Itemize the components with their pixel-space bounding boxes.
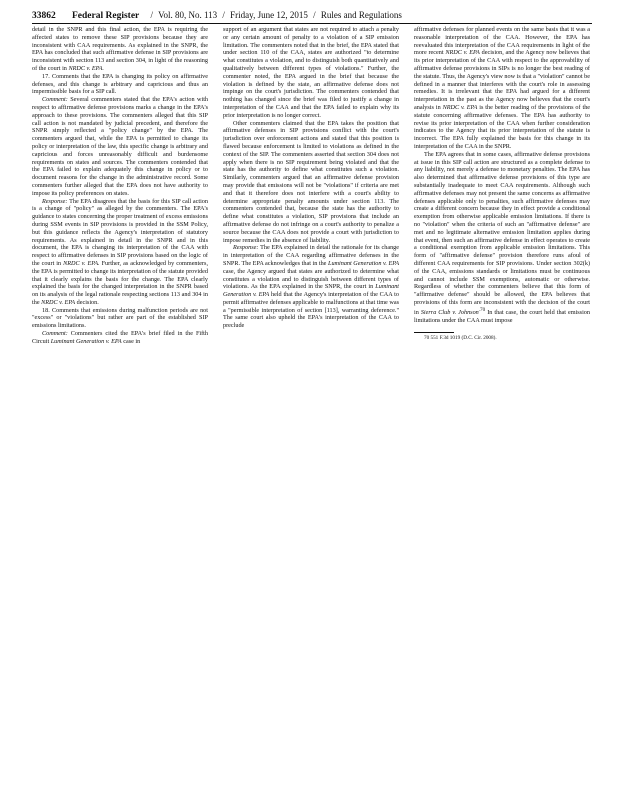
header-rule <box>32 23 592 24</box>
paragraph-text: Commenters cited the EPA's brief filed in the Fifth Circuit <box>32 330 208 345</box>
text-column-middle <box>223 26 399 786</box>
case-citation: Sierra Club v. Johnson <box>420 308 479 316</box>
header-separator: / <box>222 10 225 20</box>
comment-label: Comment: <box>42 330 68 338</box>
footnote-reference[interactable]: .70 <box>478 306 486 313</box>
footnote-rule <box>414 332 454 333</box>
section-name: Rules and Regulations <box>320 10 402 20</box>
paragraph-text: case in <box>123 337 141 345</box>
case-citation: NRDC v. EPA <box>442 103 478 111</box>
paragraph-text: decision, and the Agency now believes that its prior interpretation of the CAA with respect to the approvability of affirmative defense provisions in SIPs is no longer the best reading of the statute. Thus, the Agency's view now is that a "violation" cannot be defined in a manner that interferes with the court's role in assessing remedies. It is irrelevant that the EPA had argued for a different interpretation in the past as the Agency now believes that the court's analysis in <box>414 49 590 111</box>
volume-info: Vol. 80, No. 113 <box>158 10 218 20</box>
footnote: 70 551 F.3d 1019 (D.C. Cir. 2008). <box>424 335 497 342</box>
paragraph-text: decision. <box>76 298 99 306</box>
paragraph-text: The EPA disagrees that the basis for this SIP call action is a change of "policy" as alleged by the commenters. The EPA's guidance to states concerning the proper treatment of excess emissions during SSM events in SIP provisions is provided in the SSM Policy, but this guidance reflects the Agency's interpretation of statutory requirements. As explained in detail in the SNPR and in this document, the EPA is changing its interpretation of the CAA with respect to affirmative defenses in SIP provisions based on the logic of the court in <box>32 197 208 267</box>
paragraph-text: detail in the SNPR and this final action, the EPA is requiring the affected states to remove these SIP provisions because they are inconsistent with CAA requirements. As explained in the SNPR, the EPA has concluded that such affirmative defense in SIP provisions are inconsistent with section 113 and section 304, in light of the reasoning of the court in <box>32 26 208 72</box>
paragraph <box>32 26 208 73</box>
paragraph-text: case, the Agency argued that states are authorized to determine what constitutes a violation and to distinguish between different types of violations. As the EPA explained in the SNPR, the court in <box>223 267 399 291</box>
paragraph-text: Further, as acknowledged by commenters, the EPA is permitted to change its interpretation of the statute provided that it clearly explains the basis for the change. The EPA clearly explained the basis for the changed interpretation in the SNPR based on its analysis of the legal rationale respecting sections 113 and 304 in the <box>32 259 208 306</box>
case-citation: NRDC v. EPA <box>41 298 76 306</box>
response-label: Response: <box>42 197 68 205</box>
case-citation: NRDC v. EPA <box>445 49 480 57</box>
header-separator: / <box>150 10 154 20</box>
case-citation: NRDC v. EPA. <box>68 64 104 72</box>
paragraph-text: The EPA explained in detail the rationale for its change in interpretation of the CAA regarding affirmative defenses in the SNPR. The EPA acknowledges that in the <box>223 244 399 267</box>
comment-heading: 18. Comments that emissions during malfunction periods are not "excess" or "violations" but rather are part of the established SIP emissions limitations. <box>32 306 208 330</box>
text-column-left <box>32 26 208 786</box>
paragraph-text: In that case, the court held that emission limitations under the CAA must impose <box>414 308 590 324</box>
issue-date: Friday, June 12, 2015 <box>230 10 308 20</box>
paragraph-text: is the better reading of the provisions of the statute concerning affirmative defenses. The EPA has authority to revise its prior interpretation of the CAA when further consideration indicates to the Agency that its prior interpretation of the statute is incorrect. The EPA fully explained the basis for this change in its interpretation of the CAA in the SNPR. <box>414 103 590 150</box>
case-citation: Luminant Generation v. EPA <box>223 283 399 299</box>
paragraph-text: The EPA agrees that in some cases, affirmative defense provisions at issue in this SIP call action are structured as a complete defense to any liability, not merely a defense to monetary penalties. The EPA has also determined that affirmative defense provisions of this type are substantially inadequate to meet CAA requirements. Although such affirmative defenses may not present the same concerns as affirmative defenses applicable only to penalties, such affirmative defenses may create a different concern because they in effect provide a conditional exemption from otherwise applicable emission limitations. If there is no "violation" when the criteria of such an "affirmative defense" are met and no legitimate alternative emission limitation applies during that event, then such an affirmative defense in effect operates to create a conditional exemption from applicable emission limitations. This form of "affirmative defense" provision therefore runs afoul of different CAA requirements for SIP provisions. Under section 302(k) of the CAA, emissions standards or limitations must be continuous and cannot include SSM exemptions, automatic or otherwise. Regardless of whether the commenters believe that this form of "affirmative defense" should be allowed, the EPA believes that provisions of this form are inconsistent with the decision of the court in <box>414 150 590 316</box>
paragraph <box>32 198 208 307</box>
header-separator: / <box>313 10 316 20</box>
paragraph-text: Several commenters stated that the EPA's action with respect to affirmative defense provisions marks a change in the EPA's approach to these provisions. The commenters alleged that this SIP call action is not mandated by judicial precedent, and therefore the SNPR simply reflected a "policy change" by the EPA. The commenters argued that, while the EPA is permitted to change its policy or interpretation of the law, this specific change is arbitrary and capricious and forces unreasonably difficult and burdensome requirements on states and sources. The commenters contended that the EPA failed to explain adequately this change in policy or to document reasons for the change in the administrative record. Some commenters further alleged that the EPA does not have authority to impose its policy preferences on states. <box>32 96 208 197</box>
paragraph: Other commenters claimed that the EPA takes the position that affirmative defenses in SIP provisions conflict with the court's jurisdiction over enforcement actions and stated that this position is flawed because enforcement is limited to violations as defined in the context of the SIP. The commenters asserted that section 304 does not apply when there is no SIP requirement being violated and that the state has the authority to define what constitutes such a violation. Similarly, commenters argued that an affirmative defense provision may provide that emissions will not be "violations" if criteria are met and that it therefore does not interfere with a court's ability to determine appropriate penalty amounts under section 113. The commenters contended that, because the state has the authority to define what constitutes a violation, SIP provisions that include an affirmative defense do not infringe on a court's authority to penalize a source because the CAA does not provide a court with jurisdiction to impose remedies in the absence of liability. <box>223 119 399 244</box>
case-citation: Luminant Generation v. EPA <box>50 337 122 345</box>
paragraph <box>223 244 399 330</box>
paragraph: support of an argument that states are not required to attach a penalty or any certain amount of penalty to a violation of a SIP emission limitation. The commenters noted that in the brief, the EPA stated that under section 110 of the CAA, states are authorized "to determine what constitutes a violation, and to distinguish both quantitatively and qualitatively between different types of violations." Further, the commenter noted, the EPA argued in the brief that because the violation is defined by the state, an affirmative defense does not impinge on the court's jurisdiction. The commenters contended that nothing has changed since the brief was filed to justify a change in interpretation of the CAA and that the EPA failed to explain why its prior interpretation is no longer correct. <box>223 26 399 119</box>
page-header <box>32 8 592 22</box>
paragraph <box>32 330 208 346</box>
case-citation: Luminant Generation v. EPA <box>328 259 399 267</box>
response-label: Response: <box>233 244 259 252</box>
paragraph <box>414 26 590 151</box>
page-number: 33862 <box>32 11 56 21</box>
paragraph <box>32 96 208 197</box>
paragraph-text: held that the Agency's interpretation of the CAA to permit affirmative defenses applicable to malfunctions at that time was a "permissible interpretation of section [113], warranting deference." The same court also upheld the EPA's interpretation of the CAA to preclude <box>223 291 399 330</box>
case-citation: NRDC v. EPA. <box>63 259 100 267</box>
paragraph <box>414 151 590 325</box>
comment-label: Comment: <box>42 96 68 104</box>
paragraph-text: affirmative defenses for planned events on the same basis that it was a reasonable interpretation of the CAA. However, the EPA has reevaluated this interpretation of the CAA requirements in light of the more recent <box>414 26 590 57</box>
publication-title: Federal Register <box>72 11 140 21</box>
text-column-right <box>414 26 590 786</box>
comment-heading: 17. Comments that the EPA is changing its policy on affirmative defenses, and this change is arbitrary and capricious and thus an impermissible basis for a SIP call. <box>32 72 208 96</box>
